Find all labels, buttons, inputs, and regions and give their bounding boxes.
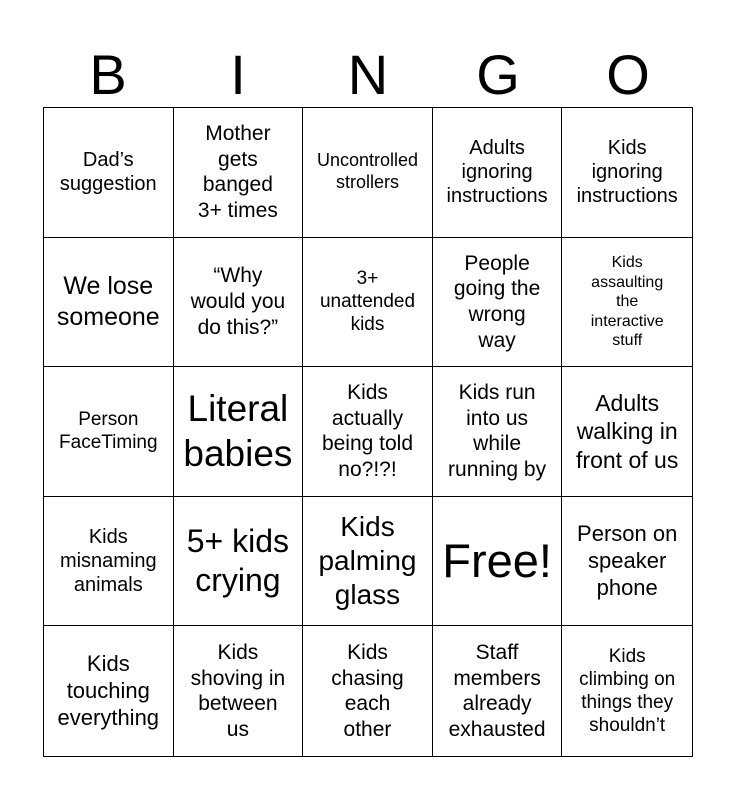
bingo-cell[interactable]: [44, 367, 174, 497]
bingo-cell[interactable]: [174, 497, 304, 627]
cell-text: Kids shoving in between us: [190, 640, 286, 741]
cell-text: Dad’s suggestion: [59, 148, 157, 196]
bingo-cell[interactable]: [44, 626, 174, 756]
cell-text: Kids chasing each other: [331, 640, 404, 741]
bingo-cell[interactable]: [562, 367, 692, 497]
cell-text: “Why would you do this?”: [190, 264, 286, 339]
cell-text: 3+ unattended kids: [319, 268, 416, 336]
cell-text: People going the wrong way: [453, 251, 541, 352]
cell-text: Kids run into us while running by: [448, 381, 547, 482]
bingo-cell[interactable]: [562, 626, 692, 756]
cell-text: Kids climbing on things they shouldn’t: [579, 645, 676, 737]
cell-text: We lose someone: [56, 272, 160, 331]
bingo-cell[interactable]: [562, 497, 692, 627]
cell-text: Kids assaulting the interactive stuff: [590, 254, 664, 350]
cell-text: Adults ignoring instructions: [446, 136, 548, 208]
header-letter-b: B: [89, 43, 127, 106]
cell-text: Mother gets banged 3+ times: [197, 122, 278, 222]
cell-text: 5+ kids crying: [186, 523, 290, 599]
bingo-cell[interactable]: [303, 626, 433, 756]
bingo-cell[interactable]: [174, 238, 304, 368]
cell-text: Kids touching everything: [57, 650, 160, 730]
bingo-cell[interactable]: [303, 497, 433, 627]
bingo-cell[interactable]: [303, 238, 433, 368]
bingo-cell[interactable]: [562, 108, 692, 238]
cell-text: Staff members already exhausted: [448, 640, 546, 741]
header-letter-n: N: [347, 43, 389, 106]
bingo-board: [43, 107, 693, 757]
bingo-cell[interactable]: [174, 626, 304, 756]
cell-text: Kids misnaming animals: [59, 525, 157, 597]
bingo-cell[interactable]: [174, 367, 304, 497]
cell-text: Free!: [442, 534, 552, 588]
cell-text: Adults walking in front of us: [576, 390, 679, 473]
free-space-cell[interactable]: [433, 497, 563, 627]
bingo-cell[interactable]: [433, 108, 563, 238]
bingo-header: [43, 44, 693, 106]
bingo-cell[interactable]: [303, 367, 433, 497]
bingo-cell[interactable]: [433, 238, 563, 368]
cell-text: Kids ignoring instructions: [576, 136, 678, 208]
bingo-cell[interactable]: [562, 238, 692, 368]
bingo-cell[interactable]: [44, 238, 174, 368]
header-letter-o: O: [606, 43, 650, 106]
bingo-cell[interactable]: [44, 108, 174, 238]
cell-text: Literal babies: [183, 388, 293, 475]
bingo-cell[interactable]: [433, 626, 563, 756]
cell-text: Person on speaker phone: [577, 520, 678, 600]
bingo-cell[interactable]: [303, 108, 433, 238]
cell-text: Kids palming glass: [318, 510, 417, 611]
cell-text: Kids actually being told no?!?!: [321, 381, 414, 482]
bingo-cell[interactable]: [433, 367, 563, 497]
header-letter-g: G: [476, 43, 520, 106]
bingo-cell[interactable]: [174, 108, 304, 238]
bingo-cell[interactable]: [44, 497, 174, 627]
header-letter-i: I: [230, 43, 246, 106]
cell-text: Uncontrolled strollers: [316, 150, 419, 193]
cell-text: Person FaceTiming: [59, 409, 158, 454]
